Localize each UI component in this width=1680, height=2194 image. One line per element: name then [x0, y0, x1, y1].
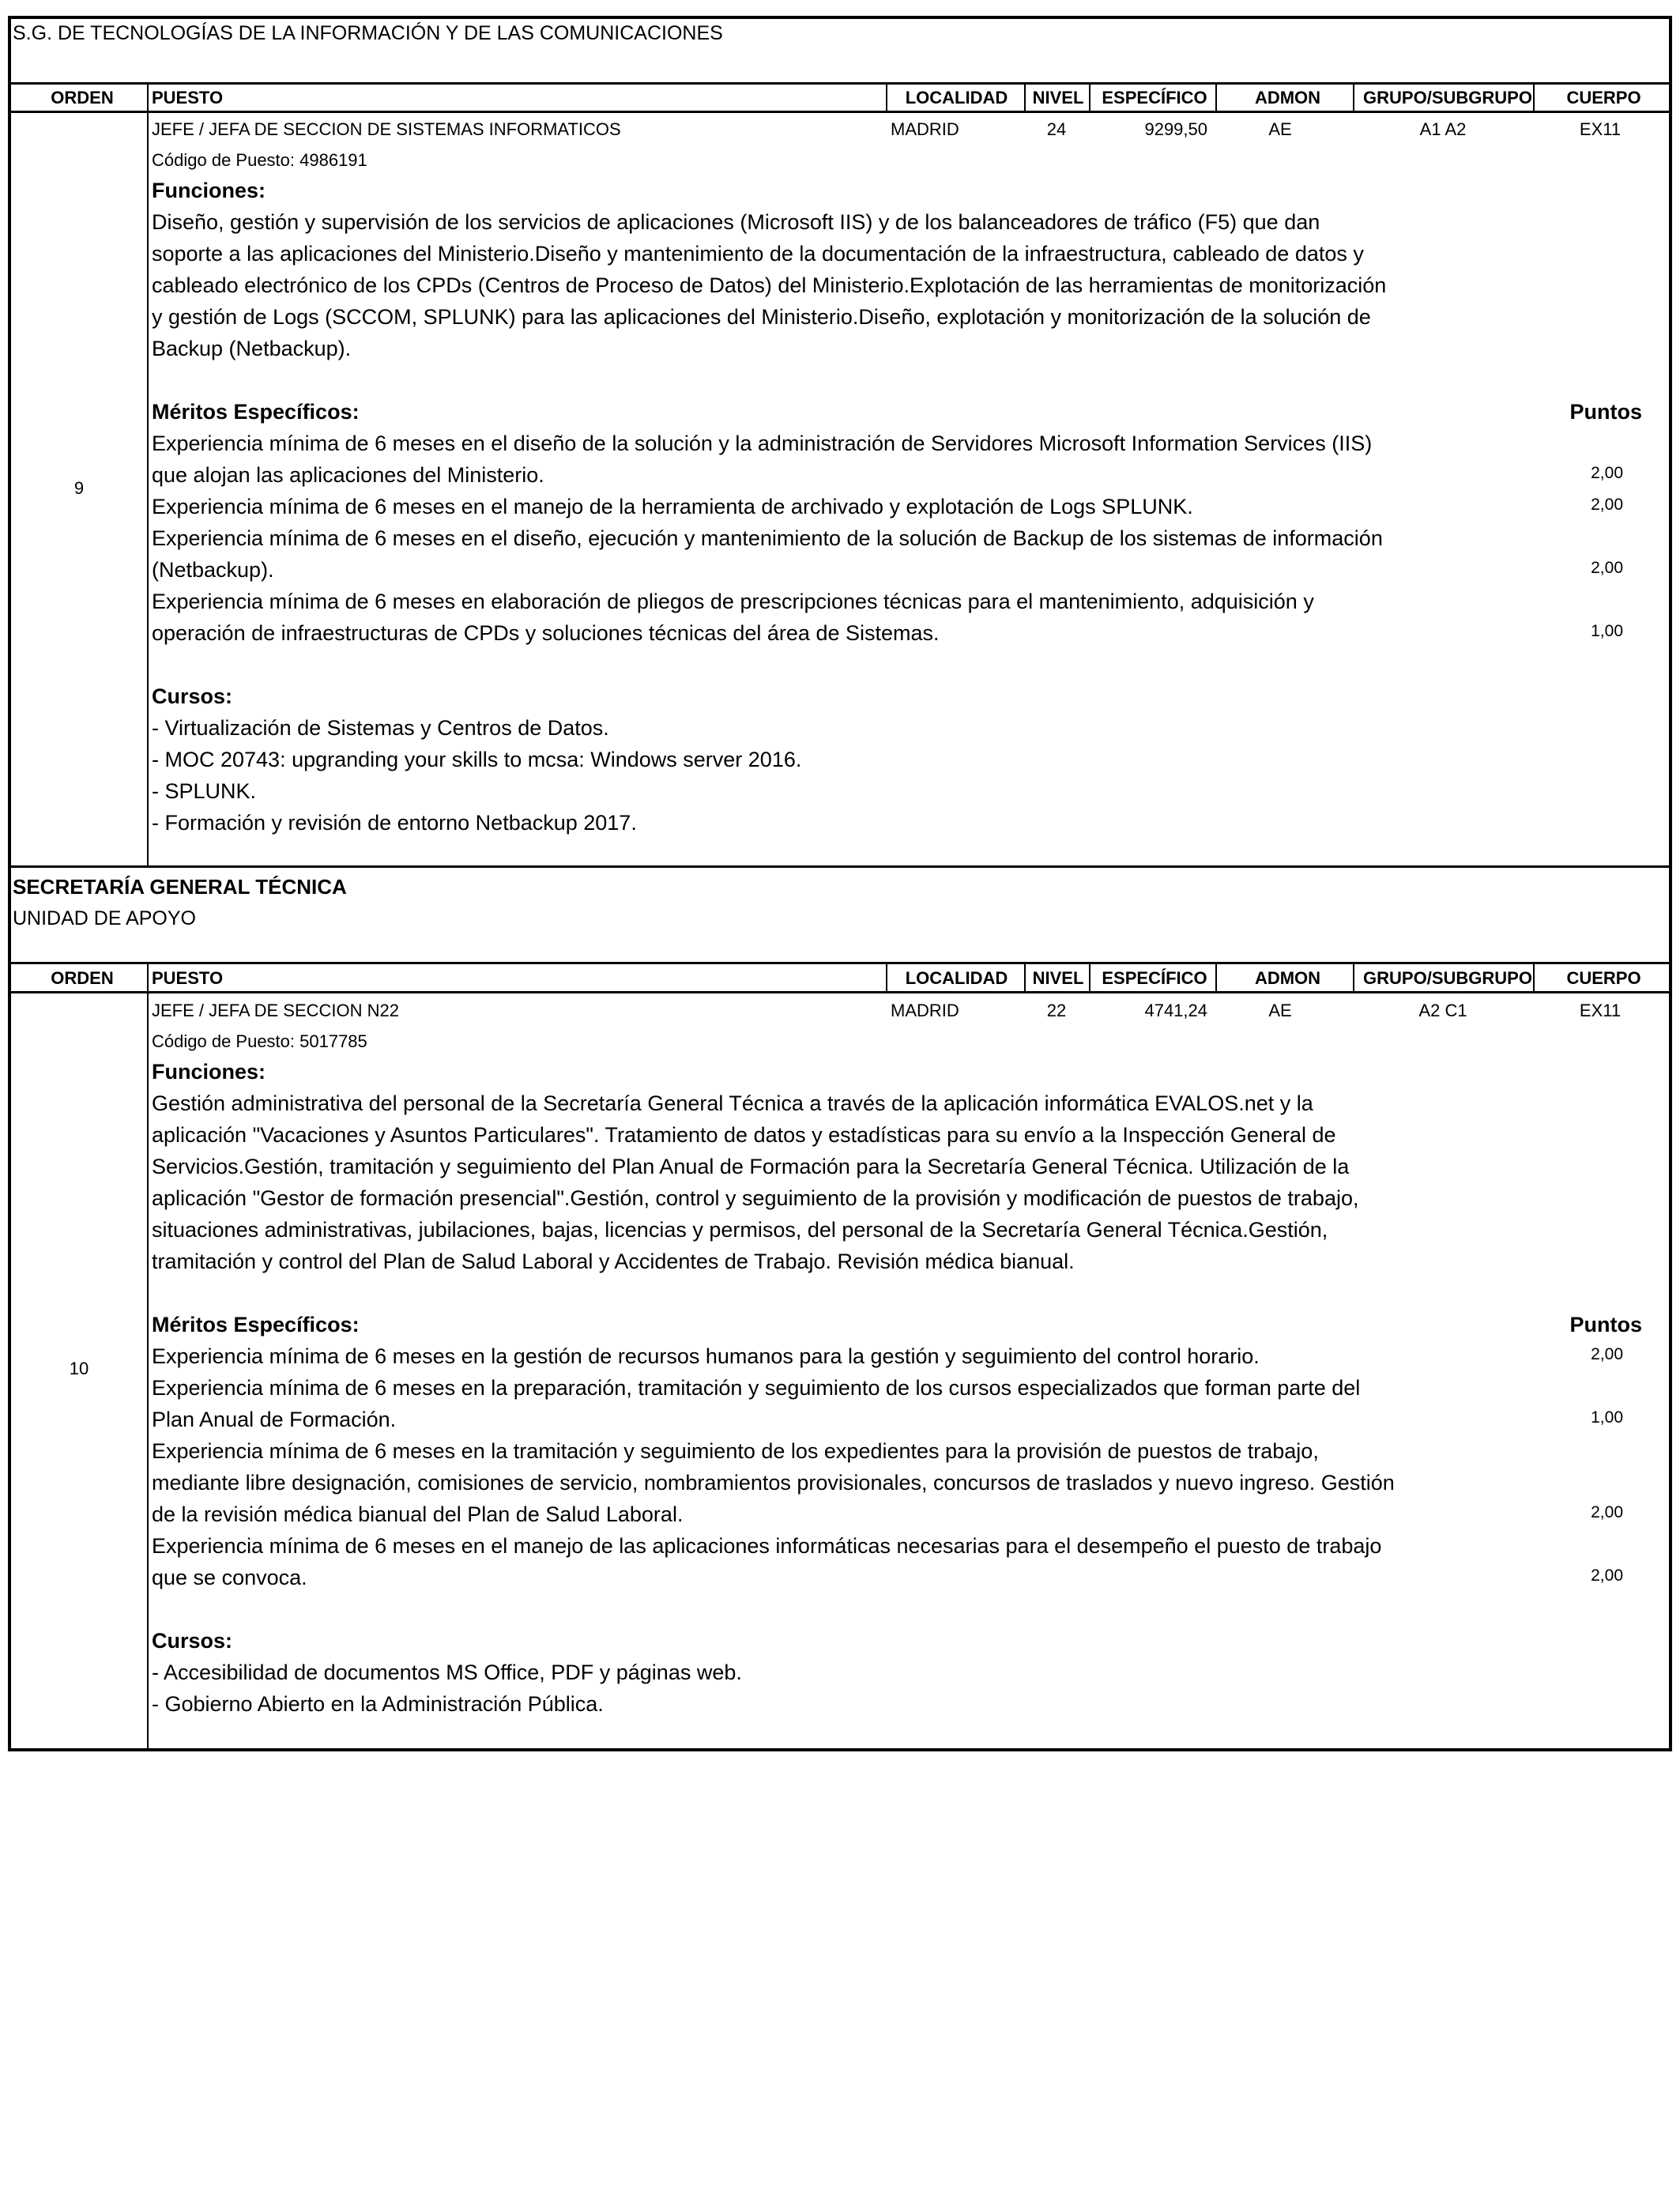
divider — [1089, 82, 1090, 112]
divider — [886, 962, 887, 993]
merito-line: Experiencia mínima de 6 meses en elaboración de pliegos de prescripciones técnicas para el mantenimiento, adquisición y — [152, 590, 1314, 613]
nivel-value: 22 — [1046, 1001, 1067, 1020]
puntos-header: Puntos — [1569, 400, 1642, 424]
grupo-value: A2 C1 — [1418, 1001, 1467, 1020]
funciones-line: aplicación "Vacaciones y Asuntos Particulares". Tratamiento de datos y estadísticas para su envío a la Inspección General de — [152, 1123, 1336, 1147]
col-orden: ORDEN — [51, 88, 114, 107]
merito-line: Experiencia mínima de 6 meses en el diseño, ejecución y mantenimiento de la solución de Backup de los sistemas de información — [152, 526, 1383, 550]
especifico-value: 9299,50 — [1144, 119, 1207, 139]
col-puesto: PUESTO — [152, 968, 224, 988]
merito-line: Plan Anual de Formación. — [152, 1408, 397, 1431]
merito-line: Experiencia mínima de 6 meses en la gestión de recursos humanos para la gestión y seguimiento del control horario. — [152, 1344, 1260, 1368]
funciones-line: situaciones administrativas, jubilaciones, bajas, licencias y permisos, del personal de la Secretaría General Técnica.Gestión, — [152, 1218, 1328, 1242]
divider — [1353, 82, 1354, 112]
col-puesto: PUESTO — [152, 88, 224, 107]
divider — [8, 865, 1672, 868]
curso-line: - Virtualización de Sistemas y Centros de Datos. — [152, 716, 609, 740]
merito-line: Experiencia mínima de 6 meses en la preparación, tramitación y seguimiento de los cursos especializados que forman parte del — [152, 1376, 1361, 1400]
col-nivel: NIVEL — [1032, 968, 1084, 988]
col-cuerpo: CUERPO — [1566, 968, 1641, 988]
funciones-label: Funciones: — [152, 1060, 266, 1084]
funciones-line: Servicios.Gestión, tramitación y seguimiento del Plan Anual de Formación para la Secretaría General Técnica. Utilización de la — [152, 1155, 1350, 1178]
col-especifico: ESPECÍFICO — [1102, 88, 1207, 107]
col-localidad: LOCALIDAD — [905, 968, 1008, 988]
grupo-value: A1 A2 — [1419, 119, 1467, 139]
merito-line: de la revisión médica bianual del Plan de Salud Laboral. — [152, 1502, 684, 1526]
localidad-value: MADRID — [891, 119, 959, 139]
divider — [1533, 962, 1535, 993]
merito-line: Experiencia mínima de 6 meses en el diseño de la solución y la administración de Servidores Microsoft Information Services (IIS) — [152, 432, 1373, 455]
puntos-header: Puntos — [1569, 1313, 1642, 1336]
nivel-value: 24 — [1046, 119, 1067, 139]
curso-line: - Gobierno Abierto en la Administración Pública. — [152, 1692, 604, 1716]
puntos-value: 2,00 — [1591, 464, 1623, 482]
section-title: S.G. DE TECNOLOGÍAS DE LA INFORMACIÓN Y DE LAS COMUNICACIONES — [13, 22, 723, 44]
puntos-value: 2,00 — [1591, 1566, 1623, 1585]
puntos-value: 2,00 — [1591, 559, 1623, 577]
merito-line: operación de infraestructuras de CPDs y soluciones técnicas del área de Sistemas. — [152, 621, 940, 645]
merito-line: Experiencia mínima de 6 meses en la tramitación y seguimiento de los expedientes para la provisión de puestos de trabajo, — [152, 1439, 1319, 1463]
funciones-line: cableado electrónico de los CPDs (Centros de Proceso de Datos) del Ministerio.Explotación de las herramientas de monitorización — [152, 273, 1387, 297]
col-admon: ADMON — [1254, 88, 1321, 107]
codigo-puesto: Código de Puesto: 4986191 — [152, 150, 367, 170]
col-grupo: GRUPO/SUBGRUPO — [1363, 968, 1532, 988]
col-localidad: LOCALIDAD — [905, 88, 1008, 107]
divider — [1533, 82, 1535, 112]
merito-line: Experiencia mínima de 6 meses en el manejo de la herramienta de archivado y explotación de Logs SPLUNK. — [152, 495, 1193, 518]
col-cuerpo: CUERPO — [1566, 88, 1641, 107]
merito-line: que alojan las aplicaciones del Ministerio. — [152, 463, 544, 487]
divider — [1353, 962, 1354, 993]
puntos-value: 2,00 — [1591, 1345, 1623, 1363]
orden-value: 9 — [73, 478, 85, 498]
funciones-block — [152, 1056, 1395, 1720]
funciones-line: Diseño, gestión y supervisión de los servicios de aplicaciones (Microsoft IIS) y de los balanceadores de tráfico (F5) que dan — [152, 210, 1320, 234]
puntos-value: 2,00 — [1591, 1503, 1623, 1521]
especifico-value: 4741,24 — [1144, 1001, 1207, 1020]
cursos-label: Cursos: — [152, 684, 233, 708]
funciones-line: soporte a las aplicaciones del Ministerio.Diseño y mantenimiento de la documentación de la infraestructura, cableado de datos y — [152, 242, 1364, 266]
divider — [147, 82, 149, 867]
curso-line: - Formación y revisión de entorno Netbackup 2017. — [152, 811, 637, 835]
orden-value: 10 — [69, 1359, 89, 1378]
merito-line: mediante libre designación, comisiones de servicio, nombramientos provisionales, concursos de traslados y nuevo ingreso. Gestión — [152, 1471, 1395, 1495]
col-especifico: ESPECÍFICO — [1102, 968, 1207, 988]
divider — [1024, 962, 1026, 993]
merito-line: Experiencia mínima de 6 meses en el manejo de las aplicaciones informáticas necesarias para el desempeño el puesto de trabajo — [152, 1534, 1382, 1558]
funciones-line: aplicación "Gestor de formación presencial".Gestión, control y seguimiento de la provisión y modificación de puestos de trabajo, — [152, 1186, 1359, 1210]
col-grupo: GRUPO/SUBGRUPO — [1363, 88, 1532, 107]
funciones-line: Gestión administrativa del personal de la Secretaría General Técnica a través de la aplicación informática EVALOS.net y la — [152, 1091, 1313, 1115]
curso-line: - MOC 20743: upgranding your skills to mcsa: Windows server 2016. — [152, 748, 802, 771]
column-header-row — [8, 84, 1672, 112]
admon-value: AE — [1268, 1001, 1292, 1020]
meritos-label: Méritos Específicos: — [152, 1313, 360, 1336]
divider — [147, 962, 149, 1751]
divider — [1215, 962, 1217, 993]
funciones-line: y gestión de Logs (SCCOM, SPLUNK) para las aplicaciones del Ministerio.Diseño, explotación y monitorización de la solución de — [152, 305, 1371, 329]
section-title: SECRETARÍA GENERAL TÉCNICA — [13, 875, 347, 899]
puntos-value: 1,00 — [1591, 1408, 1623, 1427]
col-admon: ADMON — [1254, 968, 1321, 988]
puesto-value: JEFE / JEFA DE SECCION N22 — [152, 1001, 399, 1020]
curso-line: - SPLUNK. — [152, 779, 257, 803]
section-subtitle: UNIDAD DE APOYO — [13, 907, 196, 929]
puntos-value: 1,00 — [1591, 622, 1623, 640]
meritos-label: Méritos Específicos: — [152, 400, 360, 424]
admon-value: AE — [1268, 119, 1292, 139]
codigo-puesto: Código de Puesto: 5017785 — [152, 1031, 367, 1051]
divider — [1215, 82, 1217, 112]
divider — [1024, 82, 1026, 112]
funciones-block — [152, 175, 1386, 839]
merito-line: (Netbackup). — [152, 558, 274, 582]
merito-line: que se convoca. — [152, 1566, 307, 1589]
funciones-line: tramitación y control del Plan de Salud Laboral y Accidentes de Trabajo. Revisión médica bianual. — [152, 1250, 1075, 1273]
cuerpo-value: EX11 — [1579, 1001, 1622, 1020]
puntos-value: 2,00 — [1591, 496, 1623, 514]
col-nivel: NIVEL — [1032, 88, 1084, 107]
funciones-line: Backup (Netbackup). — [152, 337, 352, 360]
divider — [886, 82, 887, 112]
puesto-value: JEFE / JEFA DE SECCION DE SISTEMAS INFORMATICOS — [152, 119, 621, 139]
column-header-row — [8, 964, 1672, 993]
cursos-label: Cursos: — [152, 1629, 233, 1653]
localidad-value: MADRID — [891, 1001, 959, 1020]
divider — [1089, 962, 1090, 993]
cuerpo-value: EX11 — [1579, 119, 1622, 139]
funciones-label: Funciones: — [152, 179, 266, 202]
curso-line: - Accesibilidad de documentos MS Office, PDF y páginas web. — [152, 1661, 742, 1684]
col-orden: ORDEN — [51, 968, 114, 988]
